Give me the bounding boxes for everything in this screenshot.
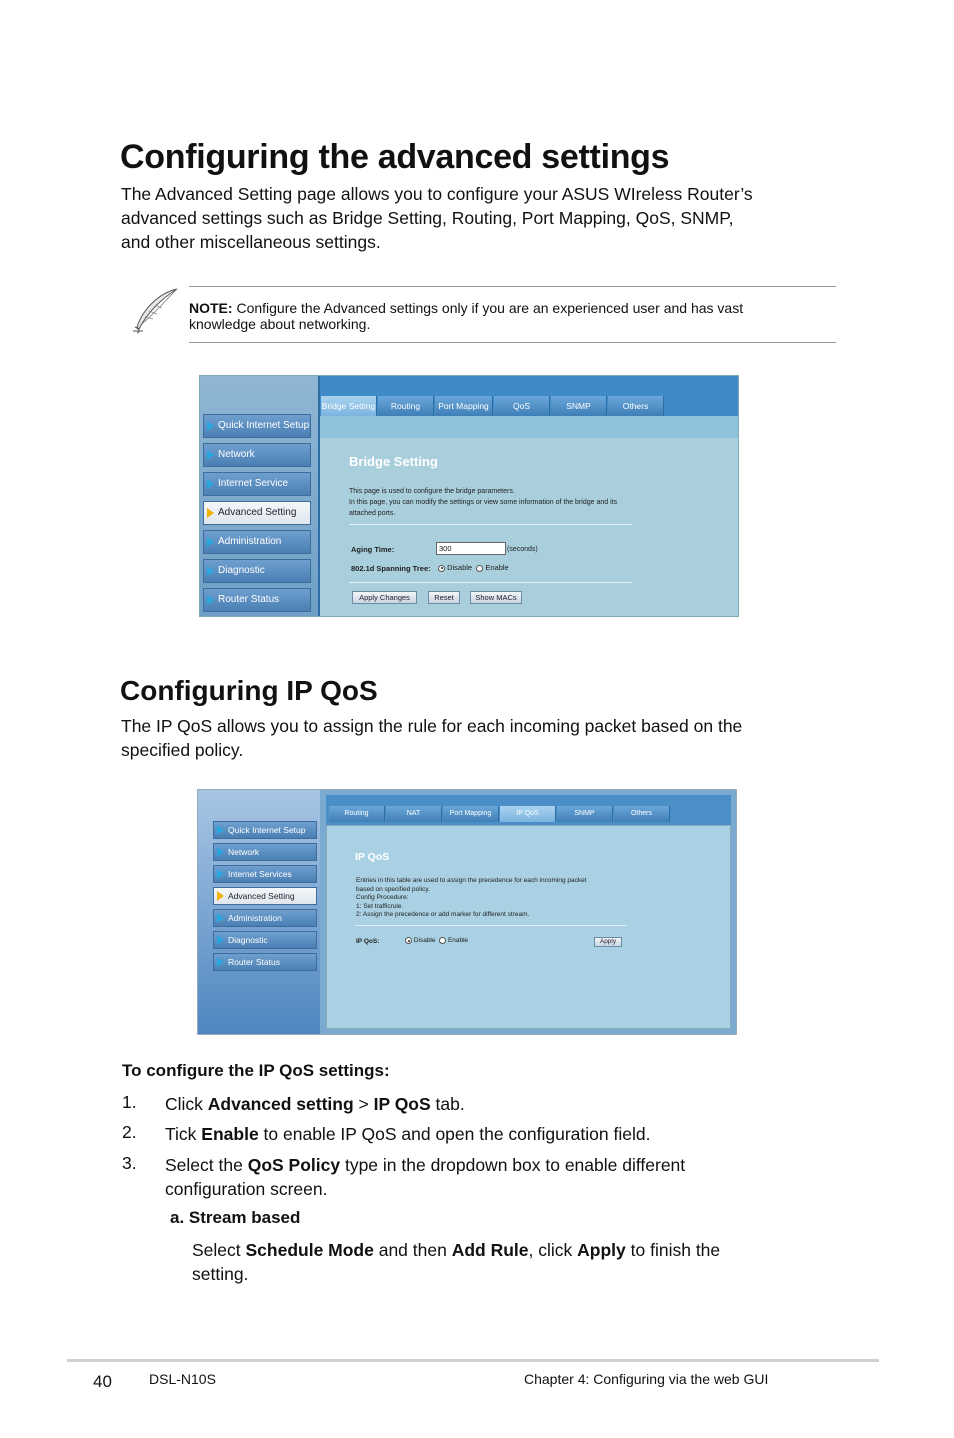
arrow-icon [217,825,224,835]
tab-snmp[interactable]: SNMP [557,806,613,822]
note-label: NOTE: [189,300,233,316]
arrow-icon [217,891,224,901]
bridge-setting-screenshot [199,375,739,617]
arrow-icon [217,847,224,857]
spanning-tree-label: 802.1d Spanning Tree: [351,564,431,573]
menu-internet-services[interactable]: Internet Services [213,865,317,883]
model-name: DSL-N10S [149,1371,216,1387]
tab-port-mapping[interactable]: Port Mapping [443,806,499,822]
apply-changes-button[interactable]: Apply Changes [352,591,417,604]
chapter-title: Chapter 4: Configuring via the web GUI [524,1371,769,1387]
menu-advanced-setting[interactable]: Advanced Setting [203,501,311,525]
qos-intro-line: specified policy. [121,740,244,760]
tab-snmp[interactable]: SNMP [551,396,607,416]
spanning-tree-options: Disable Enable [438,563,509,572]
footer-rule [67,1359,879,1362]
panel-title: IP QoS [355,851,390,863]
panel-title: Bridge Setting [349,454,438,469]
enable-radio[interactable] [439,937,446,944]
menu-network[interactable]: Network [213,843,317,861]
step-3: Select the QoS Policy type in the dropdown box to enable different configuration screen. [165,1155,686,1199]
arrow-icon [207,479,214,489]
enable-radio[interactable] [476,565,483,572]
note-bottom-rule [189,342,836,343]
step-number: 2. [122,1122,137,1142]
aging-time-unit: (seconds) [507,546,538,553]
qos-intro-paragraph [121,714,742,762]
menu-quick-internet-setup[interactable]: Quick Internet Setup [213,821,317,839]
note-text: knowledge about networking. [189,316,371,332]
note-top-rule [189,286,836,287]
intro-line: The Advanced Setting page allows you to configure your ASUS WIreless Router’s [121,184,753,204]
arrow-icon [207,566,214,576]
menu-administration[interactable]: Administration [213,909,317,927]
apply-button[interactable]: Apply [594,937,622,947]
disable-radio[interactable] [438,565,445,572]
quill-pen-icon [129,287,181,335]
menu-router-status[interactable]: Router Status [203,588,311,612]
intro-line: and other miscellaneous settings. [121,232,381,252]
tab-others[interactable]: Others [608,396,664,416]
steps-title: To configure the IP QoS settings: [122,1061,390,1080]
ip-qos-options: Disable Enable [405,937,468,944]
step-1: Click Advanced setting > IP QoS tab. [165,1094,465,1114]
arrow-icon [207,450,214,460]
note-box [189,300,743,332]
tab-routing[interactable]: Routing [329,806,385,822]
menu-diagnostic[interactable]: Diagnostic [203,559,311,583]
arrow-icon [217,869,224,879]
intro-paragraph [121,182,753,254]
menu-administration[interactable]: Administration [203,530,311,554]
page-title: Configuring the advanced settings [120,138,670,176]
menu-internet-service[interactable]: Internet Service [203,472,311,496]
arrow-icon [217,935,224,945]
arrow-icon [207,421,214,431]
aging-time-input[interactable]: 300 [436,542,506,555]
disable-radio[interactable] [405,937,412,944]
step-number: 1. [122,1092,137,1112]
panel-description: Entries in this table are used to assign the precedence for each incoming packet based on specified policy. Config Procedure: 1: Set trafficrule. 2: Assign the precedence or add marker for different stream. [356,877,587,918]
tab-nat[interactable]: NAT [386,806,442,822]
section-title: Configuring IP QoS [120,675,378,706]
menu-advanced-setting[interactable]: Advanced Setting [213,887,317,905]
menu-router-status[interactable]: Router Status [213,953,317,971]
tab-qos[interactable]: QoS [494,396,550,416]
note-text: Configure the Advanced settings only if you are an experienced user and has vast [232,300,744,316]
arrow-icon [217,957,224,967]
ip-qos-label: IP QoS: [356,938,380,945]
arrow-icon [207,508,214,518]
intro-line: advanced settings such as Bridge Setting, Routing, Port Mapping, QoS, SNMP, [121,208,734,228]
arrow-icon [217,913,224,923]
arrow-icon [207,595,214,605]
panel-description: This page is used to configure the bridge parameters. In this page, you can modify the settings or view some information of the bridge and its attached ports. [349,488,618,517]
arrow-icon [207,537,214,547]
menu-network[interactable]: Network [203,443,311,467]
reset-button[interactable]: Reset [428,591,460,604]
qos-intro-line: The IP QoS allows you to assign the rule for each incoming packet based on the [121,716,743,736]
ip-qos-screenshot [197,789,737,1035]
substep-text: Select Schedule Mode and then Add Rule, click Apply to finish the setting. [192,1240,721,1284]
show-macs-button[interactable]: Show MACs [470,591,522,604]
aging-time-label: Aging Time: [351,545,395,554]
menu-diagnostic[interactable]: Diagnostic [213,931,317,949]
tab-ip-qos[interactable]: IP QoS [500,806,556,822]
tab-bridge-setting[interactable]: Bridge Setting [321,396,377,416]
step-number: 3. [122,1153,137,1173]
step-2: Tick Enable to enable IP QoS and open the configuration field. [165,1124,651,1144]
substep-title: a. Stream based [170,1208,301,1227]
tab-routing[interactable]: Routing [378,396,434,416]
tab-others[interactable]: Others [614,806,670,822]
tab-port-mapping[interactable]: Port Mapping [435,396,493,416]
menu-quick-internet-setup[interactable]: Quick Internet Setup [203,414,311,438]
page-number: 40 [93,1372,112,1391]
